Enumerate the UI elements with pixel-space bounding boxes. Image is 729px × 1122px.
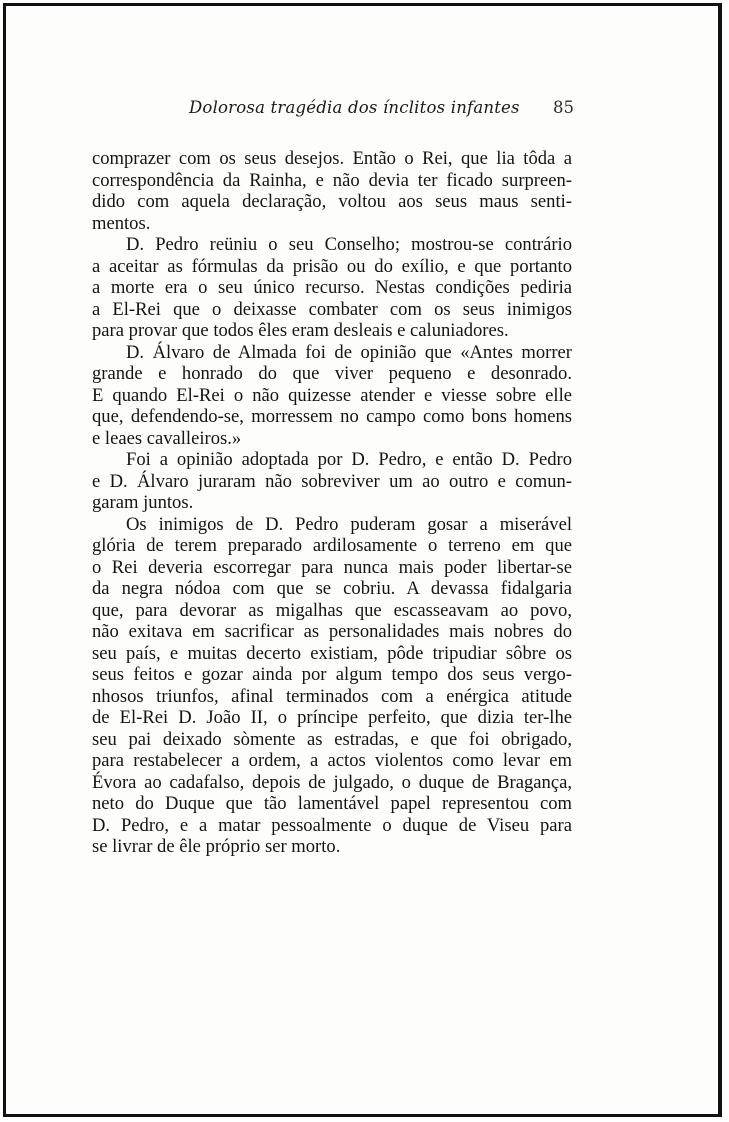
text-line: seus feitos e gozar ainda por algum tempo dos seus vergo- <box>92 664 572 685</box>
text-line: e D. Álvaro juraram não sobreviver um ao outro e comun- <box>92 470 572 492</box>
body-text <box>92 148 572 858</box>
text-line: se livrar de êle próprio ser morto. <box>92 836 341 857</box>
text-line: mentos. <box>92 212 151 234</box>
paragraph-1 <box>92 148 572 234</box>
text-line: dido com aquela declaração, voltou aos seus maus senti- <box>92 191 572 212</box>
text-line: de El-Rei D. João II, o príncipe perfeito, que dizia ter-lhe <box>92 707 572 728</box>
book-page <box>3 3 722 1117</box>
paragraph-2 <box>92 234 572 342</box>
text-line: o Rei deveria escorregar para nunca mais poder libertar-se <box>92 556 572 578</box>
text-line: glória de terem preparado ardilosamente o terreno em que <box>92 535 572 556</box>
text-line: Os inimigos de D. Pedro puderam gosar a miserável <box>126 513 572 535</box>
text-line: a El-Rei que o deixasse combater com os seus inimigos <box>92 298 572 320</box>
text-line: para restabelecer a ordem, a actos violentos como levar em <box>92 750 572 771</box>
text-line: D. Álvaro de Almada foi de opinião que «Antes morrer <box>126 341 572 363</box>
text-line: E quando El-Rei o não quizesse atender e viesse sobre elle <box>92 384 572 406</box>
text-line: a morte era o seu único recurso. Nestas condições pediria <box>92 277 572 298</box>
text-line: correspondência da Rainha, e não devia ter ficado surpreen- <box>92 169 572 191</box>
text-line: a aceitar as fórmulas da prisão ou do exílio, e que portanto <box>92 255 572 277</box>
text-line: grande e honrado do que viver pequeno e desonrado. <box>92 363 572 384</box>
page-number: 85 <box>553 98 574 117</box>
text-line: D. Pedro, e a matar pessoalmente o duque de Viseu para <box>92 814 572 836</box>
running-head <box>81 94 574 124</box>
text-line: para provar que todos êles eram desleais e caluniadores. <box>92 320 509 341</box>
text-line: nhosos triunfos, afinal terminados com a enérgica atitude <box>92 685 572 707</box>
text-line: e leaes cavalleiros.» <box>92 427 242 449</box>
running-title: Dolorosa tragédia dos ínclitos infantes <box>189 98 520 117</box>
text-line: seu pai deixado sòmente as estradas, e que foi obrigado, <box>92 728 572 750</box>
text-line: neto do Duque que tão lamentável papel representou com <box>92 793 572 814</box>
paragraph-3 <box>92 342 572 450</box>
text-line: da negra nódoa com que se cobriu. A devassa fidalgaria <box>92 578 572 599</box>
text-line: Foi a opinião adoptada por D. Pedro, e então D. Pedro <box>126 449 572 470</box>
text-line: que, para devorar as migalhas que escasseavam ao povo, <box>92 599 572 621</box>
text-line: não exitava em sacrificar as personalidades mais nobres do <box>92 621 572 642</box>
text-line: D. Pedro reüniu o seu Conselho; mostrou-se contrário <box>126 234 572 255</box>
text-line: seu país, e muitas decerto existiam, pôde tripudiar sôbre os <box>92 642 572 664</box>
paragraph-5 <box>92 514 572 858</box>
text-line: comprazer com os seus desejos. Então o Rei, que lia tôda a <box>92 148 572 169</box>
text-line: garam juntos. <box>92 492 194 513</box>
paragraph-4 <box>92 449 572 514</box>
text-line: Évora ao cadafalso, depois de julgado, o duque de Bragança, <box>92 771 572 793</box>
text-line: que, defendendo-se, morressem no campo como bons homens <box>92 406 572 427</box>
